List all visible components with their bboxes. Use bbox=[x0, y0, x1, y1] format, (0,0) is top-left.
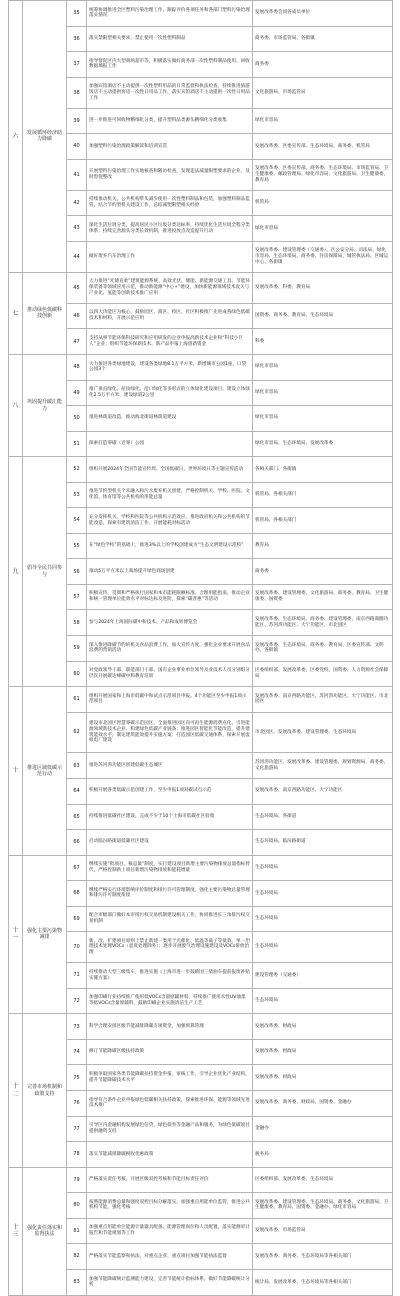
task-description: 继续严格实行环境影响评价制度和排污许可管理制度，强化主要污染物总量管理和排污许可制度衔接 bbox=[87, 881, 253, 907]
task-description: 持续推动大型三级集车，推进实施《上海市进一步鼓励国三柴油车提前报废补贴实施方案》 bbox=[87, 963, 253, 989]
responsible-departments: 生态环境局 bbox=[253, 881, 393, 907]
task-description: 指导督促区内大型商场超市等，积极落实做好商务部一次性塑料制品使用、回收数据填报工作 bbox=[87, 52, 253, 78]
responsible-departments: 发展改革委、区委宣传部、生态环境局、商务委、机管局 bbox=[253, 134, 393, 160]
table-row bbox=[9, 1, 393, 27]
table-row bbox=[9, 1269, 393, 1295]
task-description: 推进节约型机关个未融入和污水废弃机关创建，严格控制机关、学校、医院、文化馆、体育馆等公共机构的用能总量 bbox=[87, 482, 253, 508]
task-description: 积极争取国家各类节能降碳扶持资金申报，审核工作，引导企业优化产业结构，提升节能降碳技术水平 bbox=[87, 1065, 253, 1091]
responsible-departments: 国资委、商务委、教育局、生态环境局 bbox=[253, 303, 393, 329]
section-category: 完善市场机制和政策支持 bbox=[23, 1014, 67, 1167]
row-number: 52 bbox=[67, 457, 87, 483]
row-number: 39 bbox=[67, 108, 87, 134]
table-row bbox=[9, 190, 393, 216]
responsible-departments: 商务委 bbox=[253, 559, 393, 585]
responsible-departments: 机管局 bbox=[253, 190, 393, 216]
task-description: 以四大功能区为核心，鼓励园区、商区、校区、社区积极推广先进成熟绿色低碳技术和材料，开展示范应用 bbox=[87, 303, 253, 329]
table-row bbox=[9, 1091, 393, 1117]
task-table bbox=[8, 0, 393, 1296]
task-description: 开展塑料污染治理工作实地核查和随访检查，发现违法减量限塑要求的企业，及时督促整改 bbox=[87, 159, 253, 190]
responsible-departments: 税务局 bbox=[253, 1142, 393, 1168]
row-number: 62 bbox=[67, 712, 87, 753]
row-number: 73 bbox=[67, 1014, 87, 1040]
task-description: 修订节能降碳区级扶持政策 bbox=[87, 1039, 253, 1065]
responsible-departments: 生态环境局 bbox=[253, 932, 393, 963]
task-description: 大力推进各类绿地建设，建设各类绿地8.1万平方米，新增城市公园1座，口袋公园3个 bbox=[87, 354, 253, 380]
table-row bbox=[9, 712, 393, 753]
task-description: 新、改、扩建项目原则上禁止新建一类用于光催化、低温等离子等低效、单一治理技术处理VOCs（恶臭处理除外）；逐步开展废气治理设施建设及VOCs排放治理 bbox=[87, 932, 253, 963]
responsible-departments: 教育局 bbox=[253, 533, 393, 559]
task-description: 加强节能降碳统计监测能力建设，完善节能统计指标体系，做好节能降碳统计分析 bbox=[87, 1269, 253, 1295]
section-numeral: 十 bbox=[9, 687, 23, 856]
responsible-departments: 区委组织部、发展改革委、区委党校、国资委、人力资源社会保障局 bbox=[253, 661, 393, 687]
task-description: 推广垂直绿化、屋顶绿化、沿口绿化等多形式的立体绿化建设项目，建设立体绿化2.5万平方米，建设绿道2公里 bbox=[87, 380, 253, 406]
row-number: 53 bbox=[67, 482, 87, 508]
row-number: 66 bbox=[67, 830, 87, 856]
responsible-departments: 发展改革委、建设管理委、文化旅游局、商务委、教育局、卫生健康委、国资委 bbox=[253, 584, 393, 610]
section-numeral: 十三 bbox=[9, 1167, 23, 1295]
responsible-departments: 商务委、市场监管局、各街镇 bbox=[253, 26, 393, 52]
table-row bbox=[9, 988, 393, 1014]
responsible-departments: 机管局、各相关部门 bbox=[253, 482, 393, 508]
table-row bbox=[9, 52, 393, 78]
row-number: 54 bbox=[67, 508, 87, 534]
task-description: 持续推进低碳社区建设，完成不少于10个上海市低碳社区验收 bbox=[87, 804, 253, 830]
row-number: 37 bbox=[67, 52, 87, 78]
task-description: 落实节能减排降碳税收优惠政策 bbox=[87, 1142, 253, 1168]
section-numeral: 六 bbox=[9, 1, 23, 273]
responsible-departments: 生态环境局 bbox=[253, 855, 393, 881]
task-description: 指导符合条件企业申报绿色低碳相关扶持政策，探索推进环保、能源等领域先进技术推广 bbox=[87, 1091, 253, 1117]
responsible-departments: 发展改革委、财政局 bbox=[253, 1039, 393, 1065]
row-number: 36 bbox=[67, 26, 87, 52]
task-description: 进一步推进可回收物精细化分类，提升塑料品类源头精细化分类收集 bbox=[87, 108, 253, 134]
responsible-departments: 发展改革委、商务委、生态环境局等各相关部门 bbox=[253, 1244, 393, 1270]
table-row bbox=[9, 932, 393, 963]
responsible-departments: 商务委 bbox=[253, 52, 393, 78]
table-row bbox=[9, 1039, 393, 1065]
row-number: 47 bbox=[67, 329, 87, 355]
table-row bbox=[9, 380, 393, 406]
table-row bbox=[9, 457, 393, 483]
row-number: 61 bbox=[67, 687, 87, 713]
responsible-departments: 发展改革委、建设管理委、生态环境局、商务委、文化旅游局、卫生健康委、教育局、国资委、金融办、绿化市容局 bbox=[253, 1193, 393, 1219]
task-table-body bbox=[9, 1, 393, 1296]
section-numeral: 七 bbox=[9, 272, 23, 354]
section-numeral: 八 bbox=[9, 354, 23, 456]
responsible-departments: 发展改革委、生态环境局、商务委、建设管理委、南京西路商圈功能区、苏河湾功能区、大宁功能区、市北园区 bbox=[253, 610, 393, 636]
row-number: 79 bbox=[67, 1167, 87, 1193]
responsible-departments: 区委组织部、发展改革委、生态环境局 bbox=[253, 1167, 393, 1193]
row-number: 50 bbox=[67, 406, 87, 432]
responsible-departments: 发展改革委、市场监管局 bbox=[253, 1218, 393, 1244]
section-numeral: 十一 bbox=[9, 855, 23, 1014]
table-row bbox=[9, 610, 393, 636]
task-description: 科学合理安排区级节能减排降碳专项资金，加强预算管理 bbox=[87, 1014, 253, 1040]
task-description: 探索打造零碳（近零）公园 bbox=[87, 431, 253, 457]
responsible-departments: 绿化市容局、生态环境局、发展改革委 bbox=[253, 431, 393, 457]
row-number: 46 bbox=[67, 303, 87, 329]
responsible-departments: 建设管理委（交通委） bbox=[253, 963, 393, 989]
row-number: 67 bbox=[67, 855, 87, 881]
task-description: 按照能源消费总量和强度双控目标分解落实，加强重点用能单位监管，推进公共机构节能，强化考核 bbox=[87, 1193, 253, 1219]
row-number: 55 bbox=[67, 533, 87, 559]
responsible-departments: 绿化市容局 bbox=[253, 354, 393, 380]
table-row bbox=[9, 26, 393, 52]
row-number: 70 bbox=[67, 932, 87, 963]
table-row bbox=[9, 753, 393, 779]
section-category: 强化责任落实和监督执法 bbox=[23, 1167, 67, 1295]
table-row bbox=[9, 216, 393, 242]
table-row bbox=[9, 431, 393, 457]
task-description: 推动5万平方米以上商场提升绿色商场创建 bbox=[87, 559, 253, 585]
responsible-departments: 绿化市容局 bbox=[253, 380, 393, 406]
table-row bbox=[9, 508, 393, 534]
table-row bbox=[9, 303, 393, 329]
responsible-departments: 发展改革委、财政局 bbox=[253, 1065, 393, 1091]
section-numeral: 九 bbox=[9, 457, 23, 687]
responsible-departments: 发展改革委、南京西路功能区、大宁功能区 bbox=[253, 778, 393, 804]
row-number: 45 bbox=[67, 272, 87, 303]
task-description: 积极宣传、贯彻和严格执行国家和本市能耗限额标准，合理用能指南，推动企业和统一管理单位能效水平对标达标及进阶，探索“碳普惠”等活动 bbox=[87, 584, 253, 610]
section-category: 巩固提升碳汇能力 bbox=[23, 354, 67, 456]
table-row bbox=[9, 584, 393, 610]
table-row bbox=[9, 963, 393, 989]
table-row bbox=[9, 559, 393, 585]
row-number: 81 bbox=[67, 1218, 87, 1244]
table-row bbox=[9, 406, 393, 432]
row-number: 68 bbox=[67, 881, 87, 907]
row-number: 72 bbox=[67, 988, 87, 1014]
table-row bbox=[9, 1142, 393, 1168]
task-description: 落实禁限塑相关要求，禁止使用一次性塑料制品 bbox=[87, 26, 253, 52]
table-row bbox=[9, 272, 393, 303]
row-number: 35 bbox=[67, 1, 87, 27]
task-description: 推进苏河湾功能区创建低碳生态城区 bbox=[87, 753, 253, 779]
task-description: 建设市北园区智慧零碳示范园区，全面推进园区向可再生能源消费点化、引进能源领域新技术企业、构建绿色低碳产业链条；推进园区智能化节能改造，提升建筑能效水平，制定建筑能效提升实施方案；打造园区低碳交通体系，探索开展虚拟电厂建设 bbox=[87, 712, 253, 753]
table-row bbox=[9, 482, 393, 508]
row-number: 64 bbox=[67, 778, 87, 804]
table-row bbox=[9, 881, 393, 907]
task-description: 引导区内金融机构发展绿色信贷、绿色债券等金融产品和服务，为绿色低碳项目提供融资支持 bbox=[87, 1116, 253, 1142]
row-number: 44 bbox=[67, 241, 87, 272]
responsible-departments: 发展改革委、南京西路功能区、苏河湾功能区、大宁功能区、市北园区 bbox=[253, 687, 393, 713]
table-row bbox=[9, 134, 393, 160]
task-description: 在“绿色学校”的基础上，推进3%以上的学校创建成为“生态文明建设示范校” bbox=[87, 533, 253, 559]
task-description: 配合市级部门做好本市排污权交易机制建设相关工作，协同推进长三角排污权交易机制 bbox=[87, 906, 253, 932]
section-category: 发展循环经济助力降碳 bbox=[23, 1, 67, 273]
task-description: 严格落实责任考核，开展区级双控考核和节能目标责任评价 bbox=[87, 1167, 253, 1193]
task-description: 加强宾馆酒店不主动提供一次性塑料用品的日常监督和执法检查，持续推进旅游饭店不主动提供客房一次性日用品工作，落实宾馆酒店不主动提供一次性日用品工作 bbox=[87, 77, 253, 108]
section-category: 推进区域低碳示范行动 bbox=[23, 687, 67, 856]
table-row bbox=[9, 1065, 393, 1091]
task-description: 统筹协调推进全区塑料污染治理工作，跟踪评价各项任务和各部门塑料污染治理落实情况 bbox=[87, 1, 253, 27]
section-category: 倡导全民共同参与 bbox=[23, 457, 67, 687]
responsible-departments: 生态环境局 bbox=[253, 906, 393, 932]
task-description: 加强印刷行业持续推广使用低VOCs含量原辅材料，持续推广使用水性UV油墨等低VOCs含量原辅料，鼓励印刷企业实施清洁生产工艺 bbox=[87, 988, 253, 1014]
task-description: 参与2024年上海国际碳中和技术、产品和成果博览会 bbox=[87, 610, 253, 636]
table-row bbox=[9, 159, 393, 190]
task-description: 大力推进“光储直柔”建筑能源系统、高效光伏、储能、新能源交通工具、节能环保装备等领域应用示范，推动新能源“中心+”建设，加快新能源领域技术攻关与产业化、氢能等创新技术推广应用 bbox=[87, 272, 253, 303]
row-number: 71 bbox=[67, 963, 87, 989]
row-number: 78 bbox=[67, 1142, 87, 1168]
task-description: 继续实施“批项目、核总量”制度，实行建设项目新增主要污染物排放总量指标替代，严格控制新上项目新增污染物排放和能耗增量 bbox=[87, 855, 253, 881]
task-description: 启动临汾路街道低碳社区建设 bbox=[87, 830, 253, 856]
task-description: 组织开展2024年全国节能宣传周、全国低碳日、世界环境日等主题宣传活动 bbox=[87, 457, 253, 483]
row-number: 38 bbox=[67, 77, 87, 108]
table-row bbox=[9, 1014, 393, 1040]
task-description: 严格落实节能监察和执法，对重点企业、重点项目加强节能执法监督 bbox=[87, 1244, 253, 1270]
responsible-departments: 文化旅游局、市场监管局 bbox=[253, 77, 393, 108]
table-row bbox=[9, 77, 393, 108]
responsible-departments: 发展改革委会同各成员单位 bbox=[253, 1, 393, 27]
task-description: 做好废弃汽车治理工作 bbox=[87, 241, 253, 272]
row-number: 56 bbox=[67, 559, 87, 585]
responsible-departments: 生态环境局、临汾路街道 bbox=[253, 830, 393, 856]
table-row bbox=[9, 329, 393, 355]
table-row bbox=[9, 830, 393, 856]
table-row bbox=[9, 855, 393, 881]
task-description: 深化生活垃圾分类，提高居民小区垃圾分类达标率，持续优化生活垃圾全程分类体系；持续完善源头分类长效机制，推进投放点改造提升行动 bbox=[87, 216, 253, 242]
table-row bbox=[9, 1167, 393, 1193]
table-row bbox=[9, 906, 393, 932]
row-number: 42 bbox=[67, 190, 87, 216]
responsible-departments: 绿化市容局 bbox=[253, 406, 393, 432]
table-row bbox=[9, 108, 393, 134]
task-description: 加强塑料污染治理政策解读和培训宣贯 bbox=[87, 134, 253, 160]
row-number: 51 bbox=[67, 431, 87, 457]
task-description: 组织开展国家和上海市低碳中和试点示范项目申报。4个功能区至少申报1项示范项目 bbox=[87, 687, 253, 713]
task-description: 充分发挥机关、学校和医院等公共机构示范效应，推进政府机关和公共机构的节能改造，探索有建筑清洁工作，开展能耗对标活动 bbox=[87, 508, 253, 534]
row-number: 58 bbox=[67, 610, 87, 636]
task-description: 积极开展各类低碳示范创建工作，至少申报1项双碳试点示范 bbox=[87, 778, 253, 804]
task-description: 持续推动机关、公共机构带头减少使用一次性塑料制品和包装，加强塑料制品监管，结合节约型机关建设工作，总结减塑限塑相关经验 bbox=[87, 190, 253, 216]
row-number: 74 bbox=[67, 1039, 87, 1065]
row-number: 65 bbox=[67, 804, 87, 830]
responsible-departments: 生态环境局、各街道 bbox=[253, 804, 393, 830]
section-category: 强化主要污染物减排 bbox=[23, 855, 67, 1014]
responsible-departments: 发展改革委、生态环境局、商务委、教育局、区委宣传部、文明办、各街镇 bbox=[253, 636, 393, 662]
table-row bbox=[9, 241, 393, 272]
responsible-departments: 生态环境局 bbox=[253, 988, 393, 1014]
responsible-departments: 科委 bbox=[253, 329, 393, 355]
responsible-departments: 统计局、发展改革委、生态环境局等各相关部门 bbox=[253, 1269, 393, 1295]
table-row bbox=[9, 354, 393, 380]
row-number: 69 bbox=[67, 906, 87, 932]
responsible-departments: 绿化市容局 bbox=[253, 108, 393, 134]
row-number: 76 bbox=[67, 1091, 87, 1117]
responsible-departments: 发展改革委、建设管理委（交通委），区公安分局、司法局、绿化市容局、生态环境局、商务委、住房保障局、城管执法局、区城运中心、各街镇 bbox=[253, 241, 393, 272]
row-number: 57 bbox=[67, 584, 87, 610]
table-row bbox=[9, 1244, 393, 1270]
row-number: 80 bbox=[67, 1193, 87, 1219]
responsible-departments: 发展改革委、区委宣传部、商务委、生态环境局、市场监管局、卫生健康委、邮政管理局、绿化市容局、文化旅游局、卫生健康委、教育局 bbox=[253, 159, 393, 190]
responsible-departments: 金融办 bbox=[253, 1116, 393, 1142]
table-row bbox=[9, 1218, 393, 1244]
row-number: 75 bbox=[67, 1065, 87, 1091]
table-row bbox=[9, 687, 393, 713]
row-number: 77 bbox=[67, 1116, 87, 1142]
task-description: 支持从事节能环保科技研究和应用研发的企业申报高新技术企业和“科技小巨人”企业；组织节能环保新技术、新产品申报上海创新资金 bbox=[87, 329, 253, 355]
table-row bbox=[9, 1116, 393, 1142]
responsible-departments: 机管局、各相关部门 bbox=[253, 508, 393, 534]
responsible-departments: 发展改革委、科委、教育局 bbox=[253, 272, 393, 303]
table-row bbox=[9, 533, 393, 559]
responsible-departments: 发展改革委、财政局 bbox=[253, 1014, 393, 1040]
row-number: 83 bbox=[67, 1269, 87, 1295]
section-category: 推动绿色低碳科技创新 bbox=[23, 272, 67, 354]
row-number: 82 bbox=[67, 1244, 87, 1270]
task-description: 加强重点用能单位能源计量器具配备、能源管理岗位和人员配置，落实能源审计报告和节能规划等工作 bbox=[87, 1218, 253, 1244]
row-number: 41 bbox=[67, 159, 87, 190]
table-row bbox=[9, 1193, 393, 1219]
responsible-departments: 各相关部门、各街镇 bbox=[253, 457, 393, 483]
task-description: 对党政领导干部、职能部门干部、国有企业事业单位领导及业技术人员分别组分层次开展碳达峰碳中和教育培训 bbox=[87, 661, 253, 687]
row-number: 48 bbox=[67, 354, 87, 380]
row-number: 59 bbox=[67, 636, 87, 662]
section-numeral: 十二 bbox=[9, 1014, 23, 1167]
task-description: 推进林荫道改造，推动海北街道林荫道建设 bbox=[87, 406, 253, 432]
responsible-departments: 绿化市容局 bbox=[253, 216, 393, 242]
row-number: 43 bbox=[67, 216, 87, 242]
table-row bbox=[9, 661, 393, 687]
table-row bbox=[9, 636, 393, 662]
responsible-departments: 市北园区、发展改革委、建设管理委、生态环境局 bbox=[253, 712, 393, 753]
table-row bbox=[9, 804, 393, 830]
task-description: 深入推进降碳节约的机关食品浪费工作，加大宣传力度，强化企业要求开展食品浪费的营销活动 bbox=[87, 636, 253, 662]
row-number: 60 bbox=[67, 661, 87, 687]
responsible-departments: 发展改革委、商务委、财政局、国资委、金融办 bbox=[253, 1091, 393, 1117]
row-number: 63 bbox=[67, 753, 87, 779]
row-number: 49 bbox=[67, 380, 87, 406]
table-row bbox=[9, 778, 393, 804]
responsible-departments: 苏河湾功能区、发展改革委、建设管理委、规划资源局、商务委、文化旅游局 bbox=[253, 753, 393, 779]
row-number: 40 bbox=[67, 134, 87, 160]
